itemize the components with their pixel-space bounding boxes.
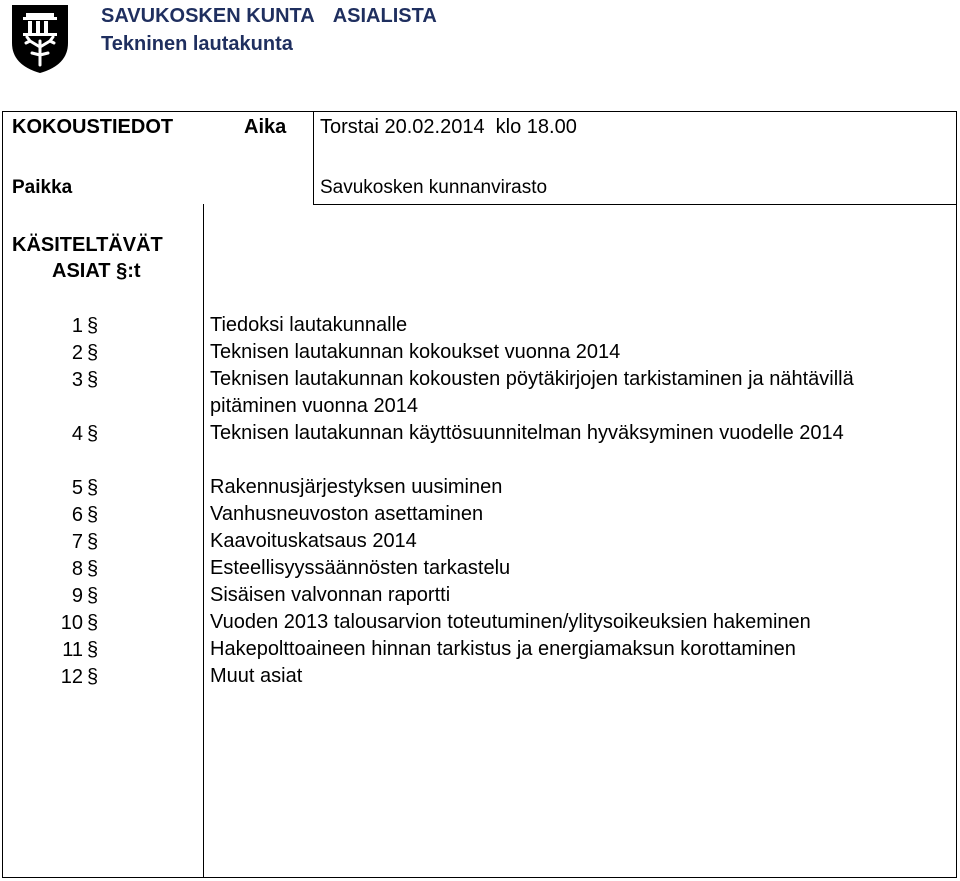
section-sign-icon: § xyxy=(87,612,99,634)
document-type: ASIALISTA xyxy=(332,5,437,27)
section-sign-icon: § xyxy=(87,504,99,526)
time-value: Torstai 20.02.2014 klo 18.00 xyxy=(320,116,577,138)
agenda-heading: KÄSITELTÄVÄT xyxy=(12,234,163,256)
agenda-item-title: Rakennusjärjestyksen uusiminen xyxy=(210,476,503,498)
agenda-item-title: Muut asiat xyxy=(210,665,303,687)
section-sign-icon: § xyxy=(87,531,99,553)
divider-agenda-vertical xyxy=(203,204,204,878)
agenda-item-number: 2 xyxy=(71,342,83,364)
section-sign-icon: § xyxy=(87,342,99,364)
agenda-item-title: Esteellisyyssäännösten tarkastelu xyxy=(210,557,511,579)
agenda-item-number: 11 xyxy=(62,639,83,661)
agenda-item-title: Teknisen lautakunnan käyttösuunnitelman hyväksyminen vuodelle 2014 xyxy=(210,422,844,444)
agenda-item-title: Sisäisen valvonnan raportti xyxy=(210,584,451,606)
agenda-item-number: 9 xyxy=(71,585,83,607)
agenda-item-title: Hakepolttoaineen hinnan tarkistus ja energiamaksun korottaminen xyxy=(210,638,796,660)
agenda-item-number: 3 xyxy=(71,369,83,391)
organization-name: SAVUKOSKEN KUNTA xyxy=(101,5,315,27)
section-sign-icon: § xyxy=(87,315,99,337)
agenda-item-title: Tiedoksi lautakunnalle xyxy=(210,314,408,336)
agenda-item-number: 10 xyxy=(60,612,83,634)
agenda-item-number: 1 xyxy=(71,315,83,337)
agenda-item-number: 6 xyxy=(71,504,83,526)
agenda-item-title: Teknisen lautakunnan kokoukset vuonna 2014 xyxy=(210,341,621,363)
agenda-item-number: 12 xyxy=(60,666,83,688)
place-value: Savukosken kunnanvirasto xyxy=(320,177,548,198)
board-name: Tekninen lautakunta xyxy=(101,33,293,55)
divider-info-horizontal xyxy=(313,204,957,205)
section-sign-icon: § xyxy=(87,369,99,391)
section-sign-icon: § xyxy=(116,260,128,282)
municipal-crest-logo xyxy=(10,3,70,75)
section-sign-icon: § xyxy=(87,558,99,580)
agenda-item-number: 7 xyxy=(71,531,83,553)
agenda-item-number: 5 xyxy=(71,477,83,499)
section-sign-icon: § xyxy=(87,585,99,607)
agenda-heading-line2: ASIAT §:t xyxy=(52,260,141,282)
agenda-item-title: Vuoden 2013 talousarvion toteutuminen/ylitysoikeuksien hakeminen xyxy=(210,611,811,633)
time-label: Aika xyxy=(244,116,287,138)
agenda-item-title: Vanhusneuvoston asettaminen xyxy=(210,503,484,525)
meeting-section-label: KOKOUSTIEDOT xyxy=(12,116,174,138)
section-sign-icon: § xyxy=(87,477,99,499)
agenda-item-title: Teknisen lautakunnan kokousten pöytäkirjojen tarkistaminen ja nähtävillä pitäminen vuonna 2014 xyxy=(210,368,854,417)
section-sign-icon: § xyxy=(87,666,99,688)
divider-info-vertical xyxy=(313,111,314,204)
agenda-item-number: 8 xyxy=(71,558,83,580)
place-label: Paikka xyxy=(12,177,73,198)
agenda-item-number: 4 xyxy=(71,423,83,445)
section-sign-icon: § xyxy=(87,639,99,661)
agenda-item-title: Kaavoituskatsaus 2014 xyxy=(210,530,417,552)
section-sign-icon: § xyxy=(87,423,99,445)
document-header xyxy=(101,5,437,28)
